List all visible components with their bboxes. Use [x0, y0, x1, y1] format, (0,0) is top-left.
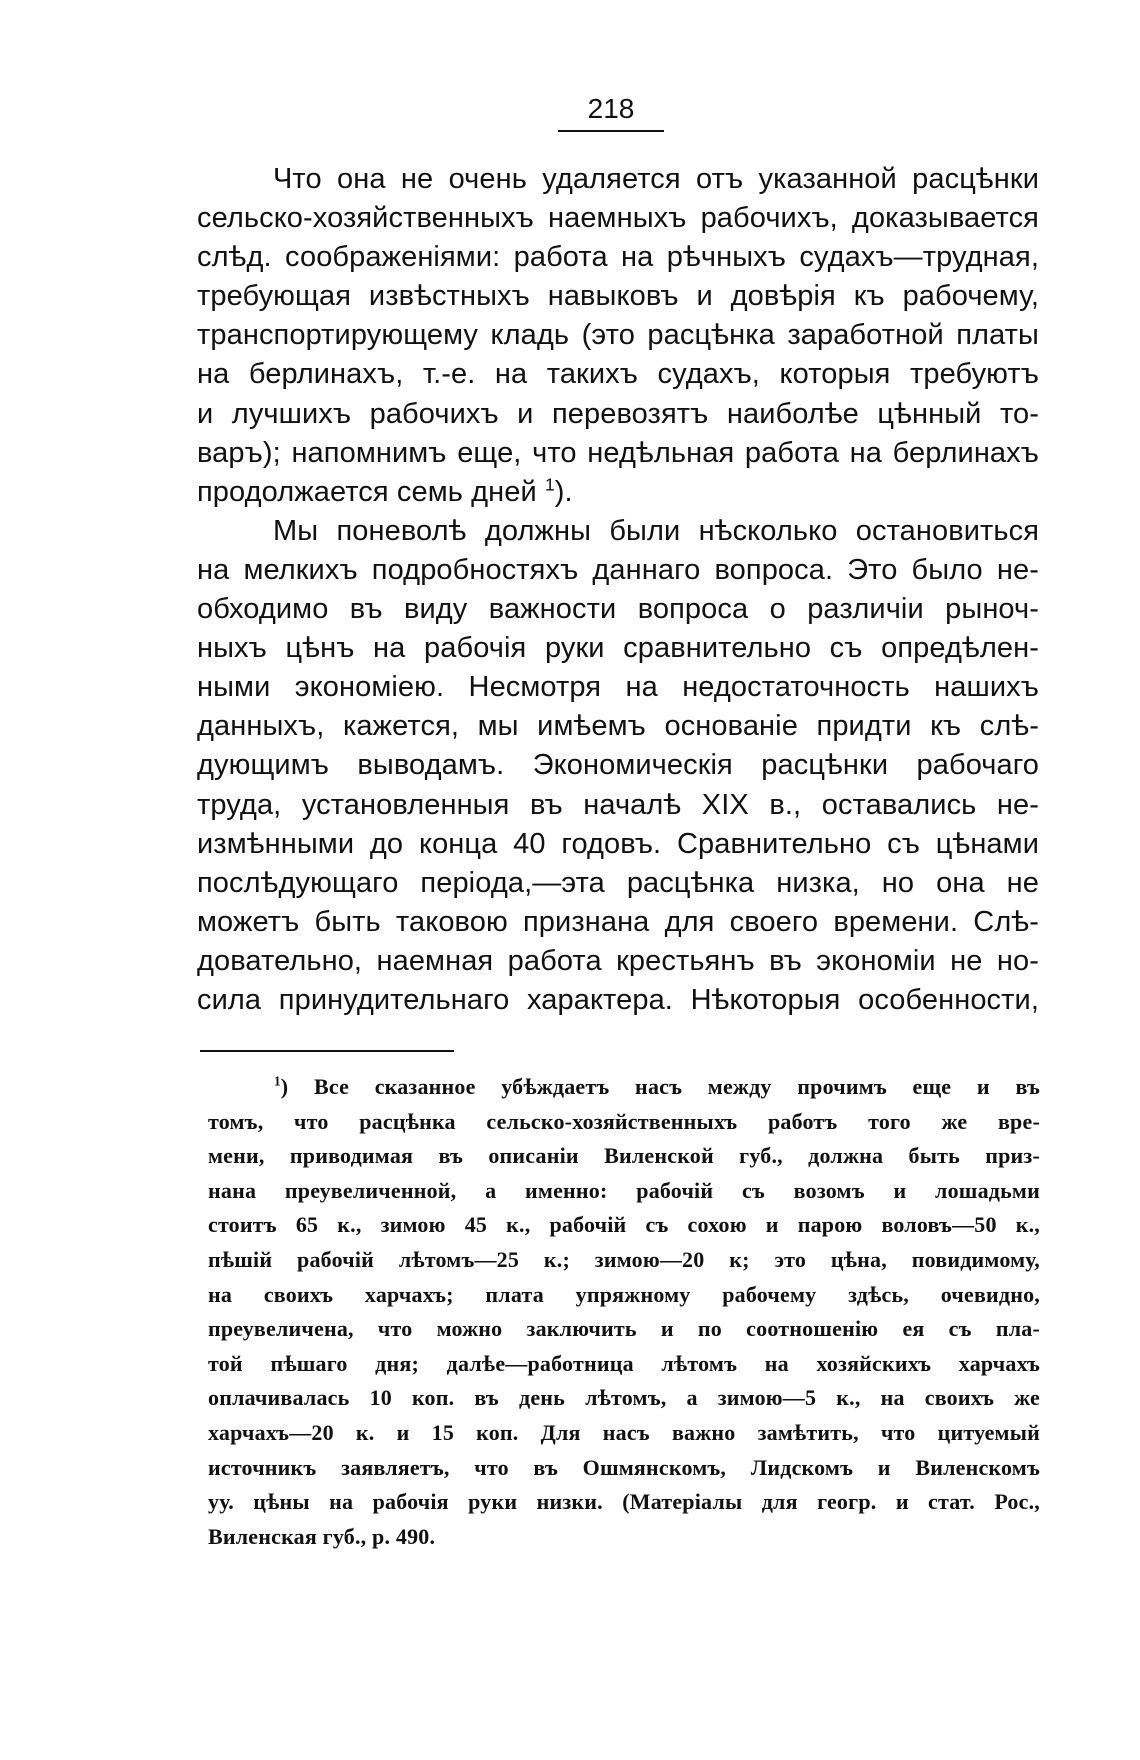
paragraph-1 — [197, 160, 1039, 512]
text-line: варъ); напомнимъ еще, что недѣльная работа на берлинахъ — [197, 436, 1039, 469]
text-line: дующимъ выводамъ. Экономическія расцѣнки рабочаго — [197, 749, 1039, 782]
text-line: данныхъ, кажется, мы имѣемъ основаніе придти къ слѣ- — [197, 710, 1039, 743]
text-line: требующая извѣстныхъ навыковъ и довѣрія къ рабочему, — [197, 280, 1039, 313]
text-segment: ). — [554, 475, 573, 508]
footnote-line — [208, 1070, 1040, 1105]
text-line: сельско-хозяйственныхъ наемныхъ рабочихъ, доказывается — [197, 202, 1039, 235]
footnote-line: той пѣшаго дня; далѣе—работница лѣтомъ на хозяйскихъ харчахъ — [208, 1350, 1040, 1376]
footnote-marker: 1 — [274, 1073, 281, 1089]
paragraph-2 — [197, 512, 1039, 1020]
footnote-line: пѣшій рабочій лѣтомъ—25 к.; зимою—20 к; это цѣна, повидимому, — [208, 1246, 1040, 1272]
footnote-text: ) Все сказанное убѣждаетъ насъ между прочимъ еще и въ — [280, 1074, 1040, 1099]
footnote — [208, 1070, 1040, 1554]
footnote-line: на своихъ харчахъ; плата упряжному рабочему здѣсь, очевидно, — [208, 1281, 1040, 1307]
page-number: 218 — [587, 93, 635, 124]
footnote-line: нана преувеличенной, а именно: рабочій съ возомъ и лошадьми — [208, 1177, 1040, 1203]
footnote-line: стоитъ 65 к., зимою 45 к., рабочій съ сохою и парою воловъ—50 к., — [208, 1212, 1040, 1238]
text-line: сила принудительнаго характера. Нѣкоторыя особенности, — [197, 983, 1039, 1016]
text-line: Мы поневолѣ должны были нѣсколько остановиться — [273, 514, 1039, 547]
text-line: на берлинахъ, т.-е. на такихъ судахъ, которыя требуютъ — [197, 358, 1039, 391]
text-line: и лучшихъ рабочихъ и перевозятъ наиболѣе цѣнный то- — [197, 397, 1039, 430]
text-line: Что она не очень удаляется отъ указанной расцѣнки — [273, 163, 1039, 195]
footnote-line: мени, приводимая въ описаніи Виленской губ., должна быть приз- — [208, 1143, 1040, 1169]
footnote-line: оплачивалась 10 коп. въ день лѣтомъ, а зимою—5 к., на своихъ же — [208, 1385, 1040, 1411]
text-line: транспортирующему кладь (это расцѣнка заработной платы — [197, 319, 1039, 352]
footnote-line: уу. цѣны на рабочія руки низки. (Матеріалы для геогр. и стат. Рос., — [208, 1489, 1040, 1515]
footnote-line: Виленская губ., p. 490. — [208, 1523, 436, 1549]
main-text — [197, 160, 1039, 1020]
text-line: довательно, наемная работа крестьянъ въ экономіи не но- — [197, 944, 1039, 977]
footnote-line: томъ, что расцѣнка сельско-хозяйственныхъ работъ того же вре- — [208, 1108, 1040, 1134]
text-line: ными экономіею. Несмотря на недостаточность нашихъ — [197, 671, 1039, 704]
text-line: обходимо въ виду важности вопроса о различіи рыноч- — [197, 593, 1039, 626]
footnote-separator — [200, 1050, 454, 1052]
footnote-reference: 1 — [544, 474, 555, 495]
text-line: слѣд. соображеніями: работа на рѣчныхъ судахъ—трудная, — [197, 241, 1039, 274]
page-number-underline — [558, 130, 664, 132]
text-segment: продолжается семь дней — [197, 475, 537, 508]
text-line: на мелкихъ подробностяхъ даннаго вопроса. Это было не- — [197, 553, 1039, 586]
text-line: можетъ быть таковою признана для своего времени. Слѣ- — [197, 905, 1039, 938]
text-line-with-footnote-ref — [197, 473, 1039, 512]
text-line: измѣнными до конца 40 годовъ. Сравнительно съ цѣнами — [197, 827, 1039, 860]
text-line: ныхъ цѣнъ на рабочія руки сравнительно съ опредѣлен- — [197, 632, 1039, 665]
footnote-line: преувеличена, что можно заключить и по соотношенію ея съ пла- — [208, 1316, 1040, 1342]
footnote-line: источникъ заявляетъ, что въ Ошмянскомъ, Лидскомъ и Виленскомъ — [208, 1454, 1040, 1480]
footnote-line: харчахъ—20 к. и 15 коп. Для насъ важно замѣтить, что цитуемый — [208, 1419, 1040, 1445]
text-line: труда, установленныя въ началѣ XIX в., оставались не- — [197, 788, 1039, 821]
text-line: послѣдующаго періода,—эта расцѣнка низка, но она не — [197, 866, 1039, 899]
